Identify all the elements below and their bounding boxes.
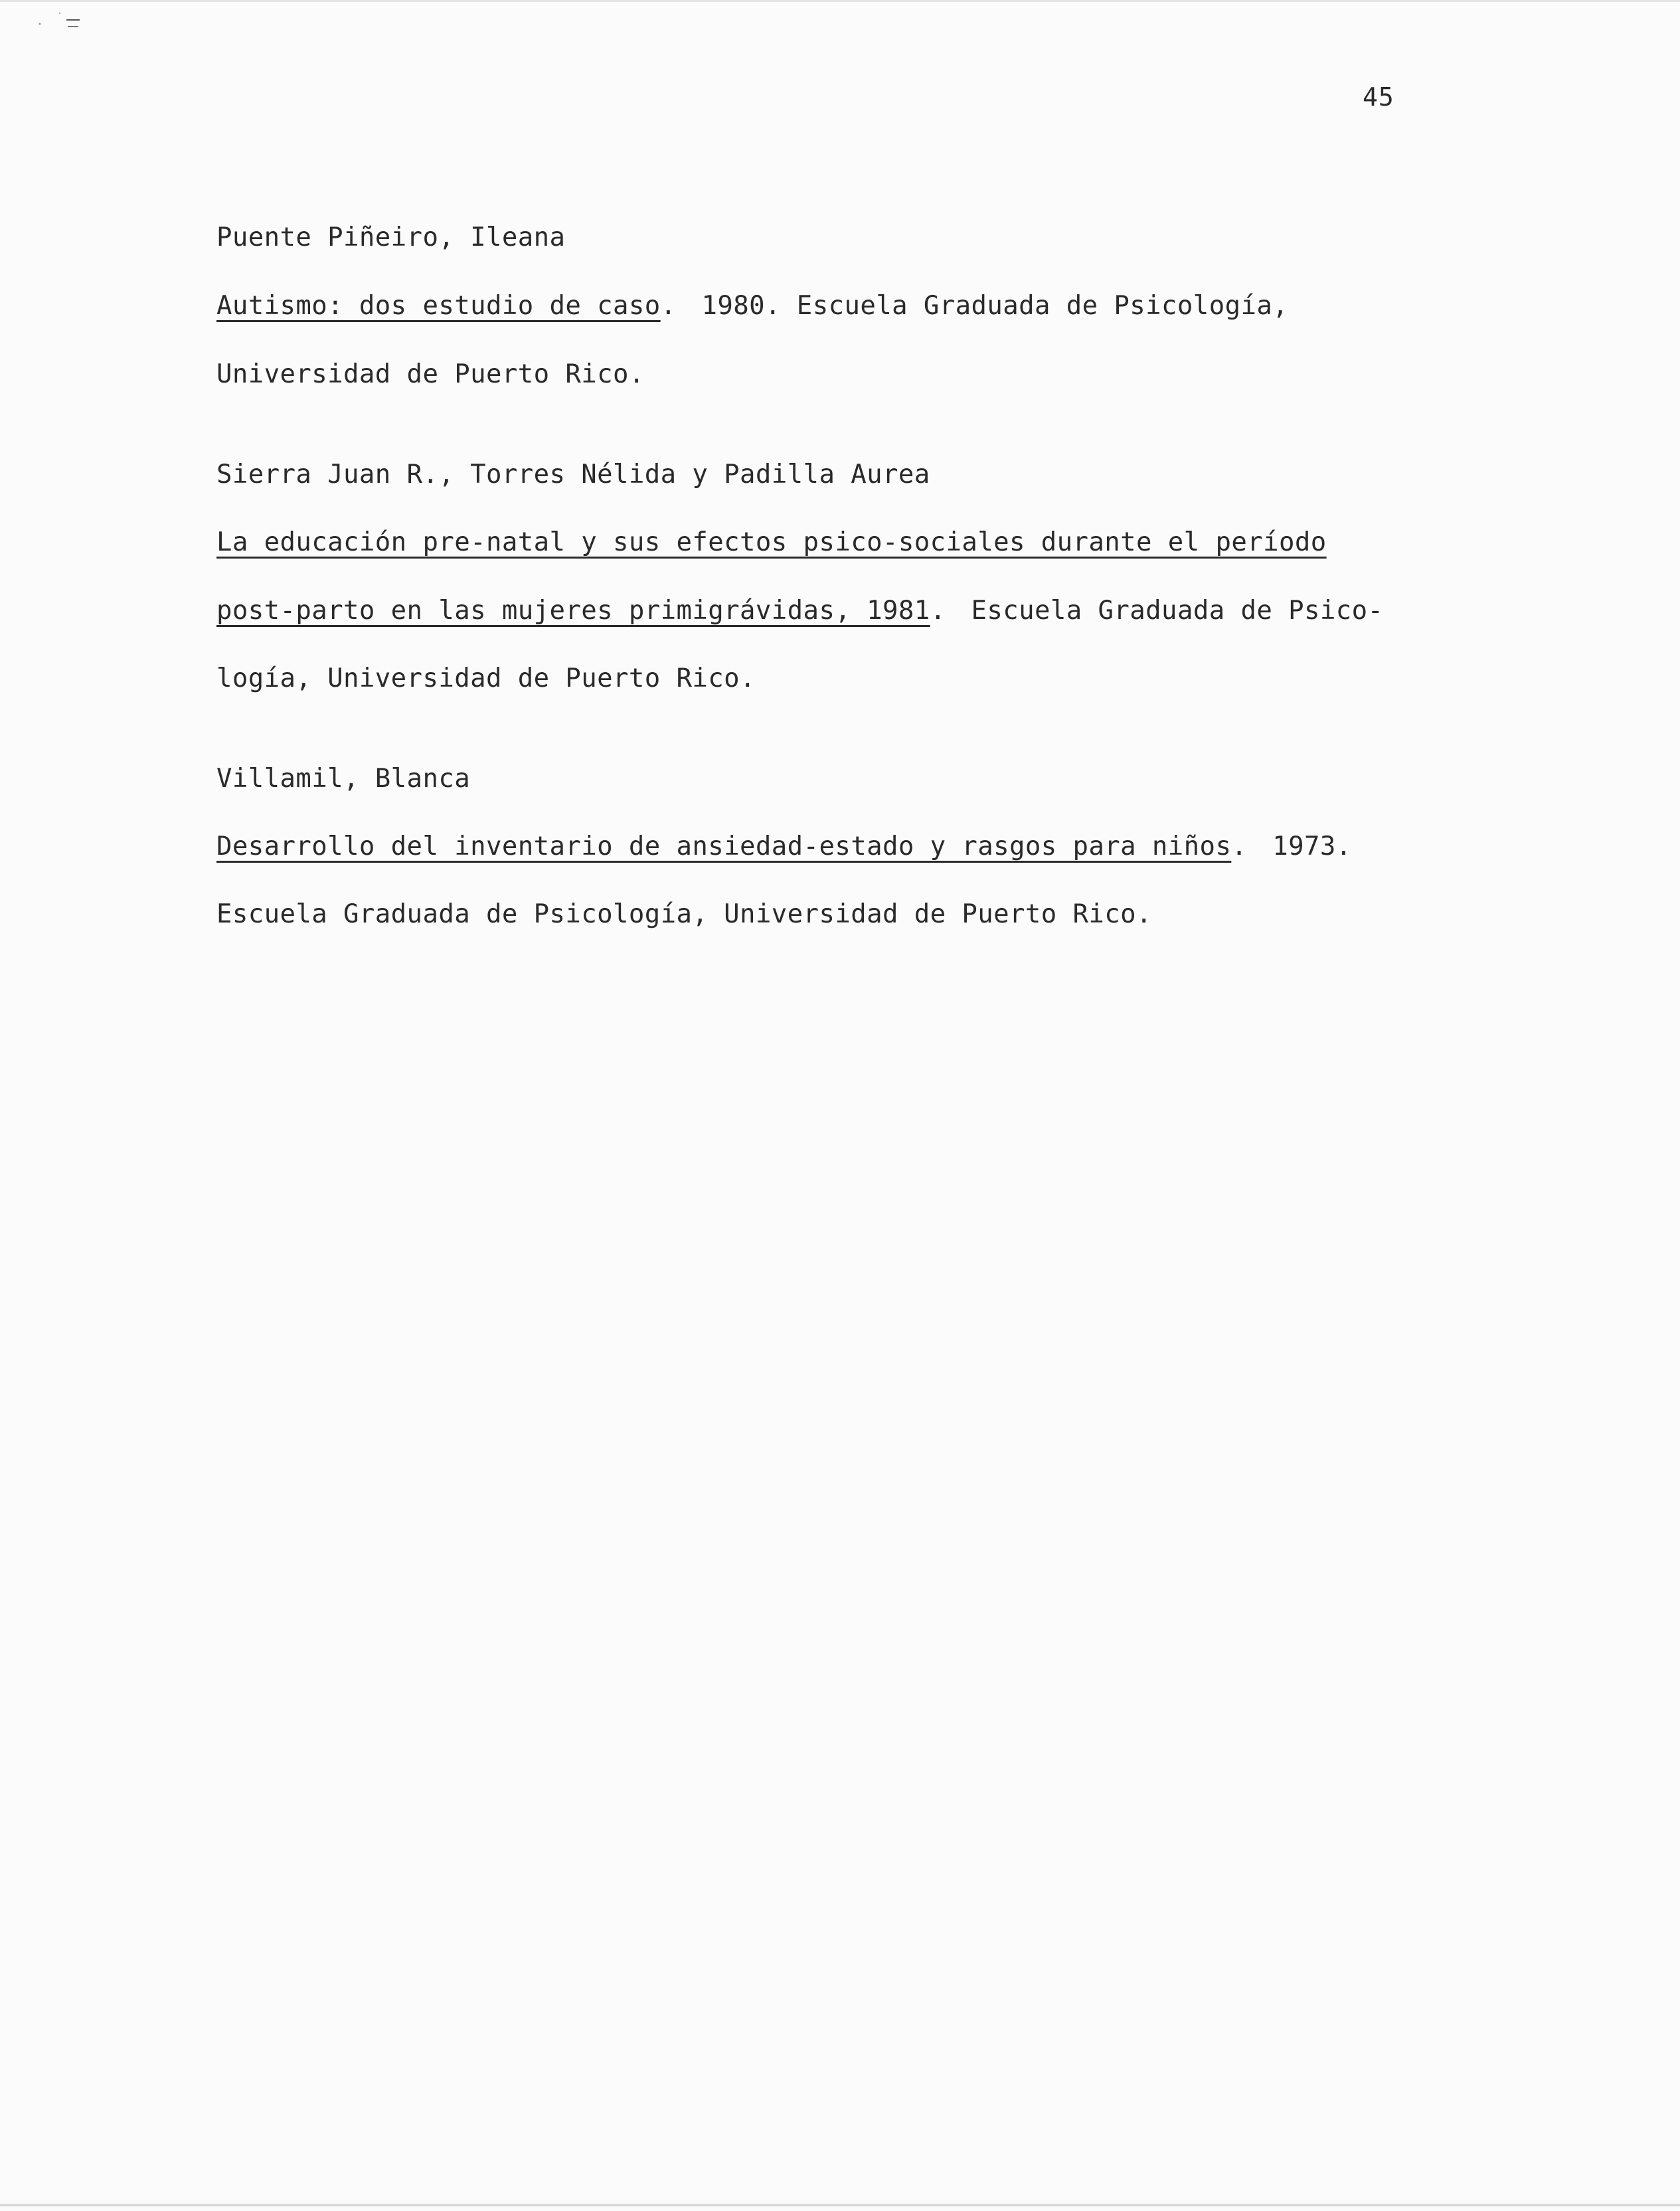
entry-1-author: Puente Piñeiro, Ileana — [216, 222, 566, 252]
top-edge — [0, 0, 1680, 2]
entry-2-title-line-1: La educación pre-natal y sus efectos psico-sociales durante el período — [216, 527, 1327, 557]
entry-3-year: 1973. — [1272, 832, 1352, 861]
entry-1-title: Autismo: dos estudio de caso — [216, 291, 661, 321]
entry-2-publication: Escuela Graduada de Psico- — [971, 596, 1384, 626]
entry-3-line-1: Desarrollo del inventario de ansiedad-estado y rasgos para niños. 1973. — [216, 832, 1352, 861]
entry-1-line-1: Autismo: dos estudio de caso. 1980. Escuela Graduada de Psicología, — [216, 291, 1289, 321]
entry-2-line-2: post-parto en las mujeres primigrávidas, 1981. Escuela Graduada de Psico- — [216, 596, 1384, 626]
entry-3-author: Villamil, Blanca — [216, 764, 471, 794]
entry-3-title: Desarrollo del inventario de ansiedad-estado y rasgos para niños — [216, 832, 1232, 861]
entry-1-institution: Universidad de Puerto Rico. — [216, 359, 645, 389]
entry-1-publication: 1980. Escuela Graduada de Psicología, — [701, 291, 1289, 321]
entry-2-author: Sierra Juan R., Torres Nélida y Padilla Aurea — [216, 460, 930, 489]
entry-3-institution: Escuela Graduada de Psicología, Universidad de Puerto Rico. — [216, 899, 1152, 929]
entry-2-title-line-2: post-parto en las mujeres primigrávidas, 1981 — [216, 596, 930, 626]
entry-2-institution: logía, Universidad de Puerto Rico. — [216, 663, 756, 693]
page-number: 45 — [1363, 82, 1394, 112]
bottom-edge — [0, 2204, 1680, 2206]
scan-marks — [27, 5, 93, 45]
